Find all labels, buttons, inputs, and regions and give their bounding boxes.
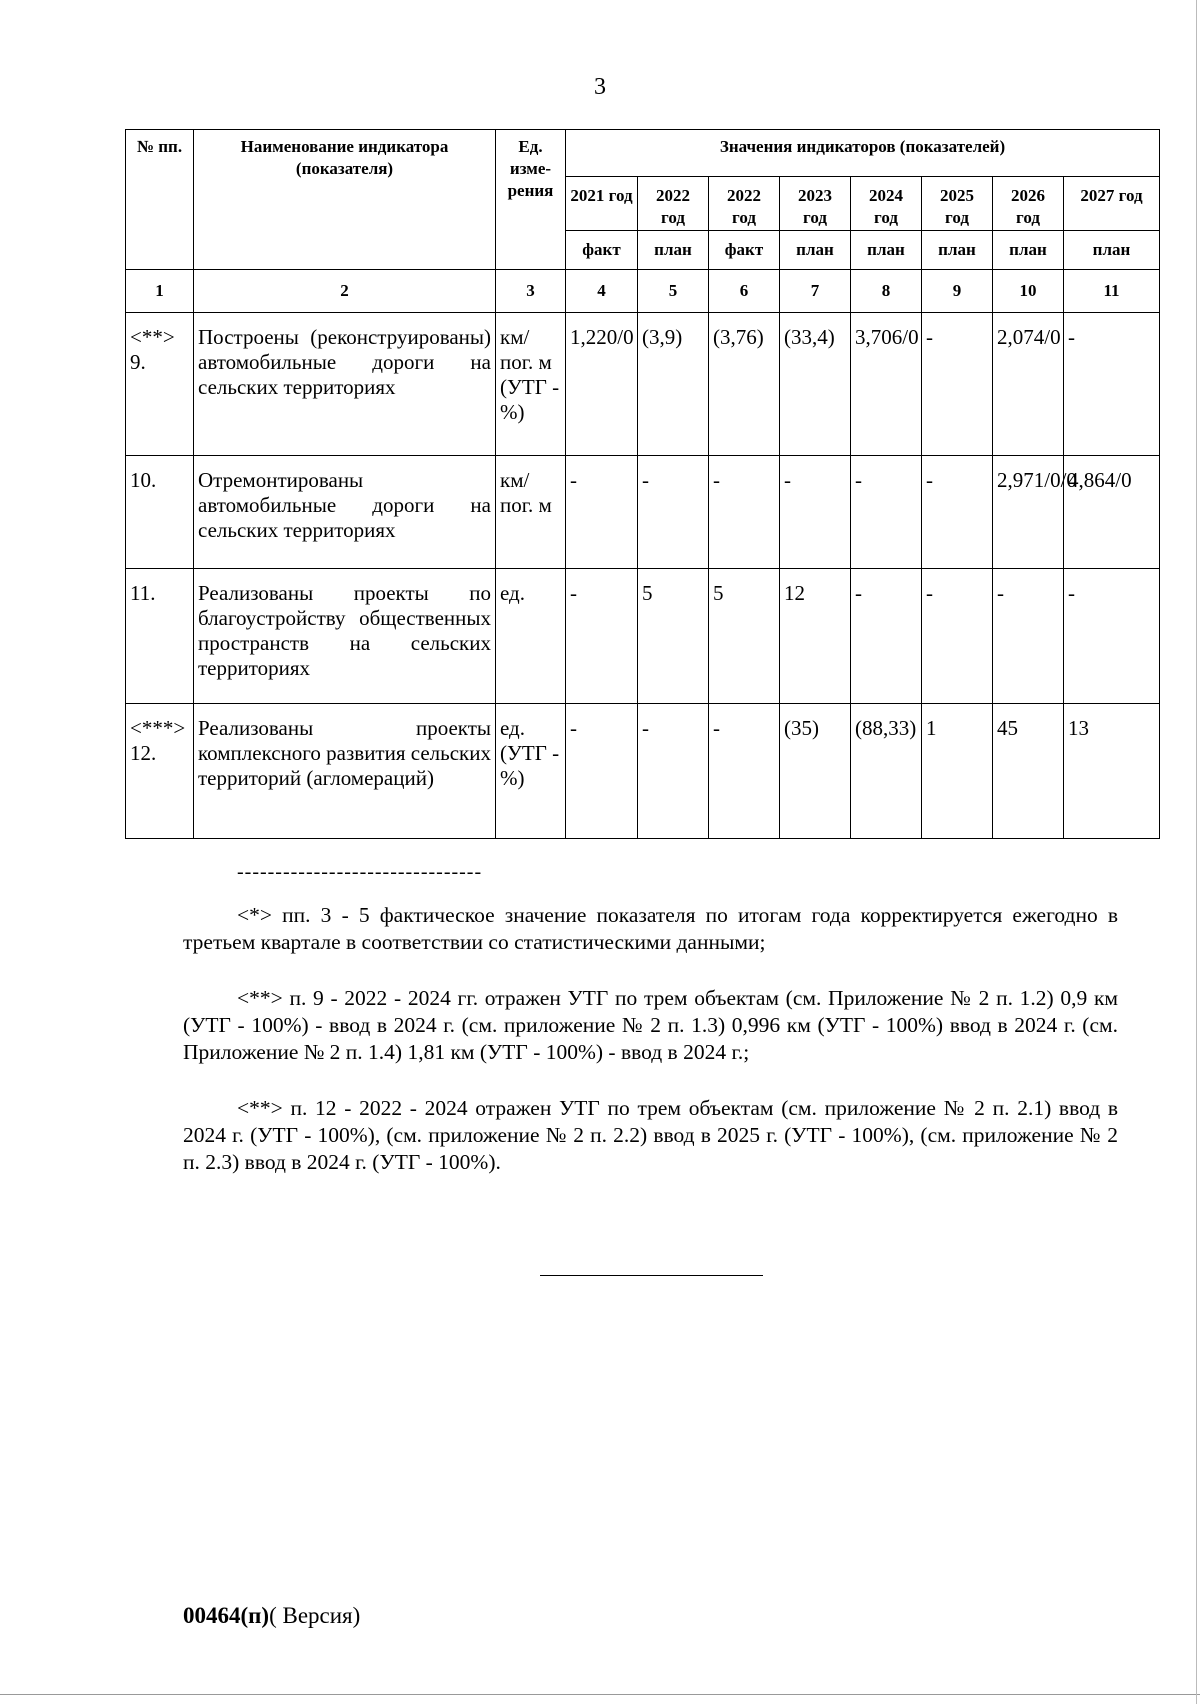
header-year: 2023 год: [780, 177, 851, 231]
footnote: <**> п. 9 - 2022 - 2024 гг. отражен УТГ по трем объектам (см. Приложение № 2 п. 1.2) 0,9 км (УТГ - 100%) - ввод в 2024 г. (см. приложение № 2 п. 1.3) 0,996 км (УТГ - 100%) ввод в 2024 г. (см. Приложение № 2 п. 1.4) 1,81 км (УТГ - 100%) - ввод в 2024 г.;: [183, 986, 1118, 1064]
header-year: 2027 год: [1064, 177, 1160, 231]
row-value: -: [780, 456, 851, 569]
header-kind: план: [993, 231, 1064, 270]
col-number: 5: [638, 270, 709, 313]
row-name: Реализованы проекты по благоустройству общественных пространств на сельских территориях: [194, 569, 496, 704]
col-number: 8: [851, 270, 922, 313]
end-divider: [540, 1275, 763, 1276]
row-name: Реализованы проекты комплексного развития сельских территорий (агломераций): [194, 704, 496, 839]
row-value: 4,864/0: [1064, 456, 1160, 569]
col-number: 2: [194, 270, 496, 313]
header-year: 2026 год: [993, 177, 1064, 231]
header-unit: Ед. изме-рения: [496, 130, 566, 270]
col-number: 7: [780, 270, 851, 313]
row-value: (3,9): [638, 313, 709, 456]
header-kind: факт: [709, 231, 780, 270]
row-unit: км/пог. м (УТГ - %): [496, 313, 566, 456]
row-value: (33,4): [780, 313, 851, 456]
col-number: 1: [126, 270, 194, 313]
row-value: 2,074/0: [993, 313, 1064, 456]
row-value: -: [566, 704, 638, 839]
row-value: -: [851, 569, 922, 704]
document-code: [183, 1603, 360, 1629]
header-year: 2021 год: [566, 177, 638, 231]
row-value: -: [1064, 313, 1160, 456]
scan-edge: [1196, 0, 1197, 1704]
table-row: [126, 569, 1160, 704]
page-number: 3: [594, 74, 606, 100]
row-unit: ед.: [496, 569, 566, 704]
row-value: (3,76): [709, 313, 780, 456]
indicators-table: [125, 129, 1160, 839]
row-num: 11.: [126, 569, 194, 704]
header-year: 2022 год: [638, 177, 709, 231]
row-unit: ед. (УТГ - %): [496, 704, 566, 839]
table-row: [126, 456, 1160, 569]
row-value: -: [638, 456, 709, 569]
header-num: № пп.: [126, 130, 194, 270]
table-row: [126, 704, 1160, 839]
footnote-separator: --------------------------------: [237, 861, 483, 883]
header-kind: план: [638, 231, 709, 270]
col-number: 3: [496, 270, 566, 313]
col-number: 10: [993, 270, 1064, 313]
row-value: -: [566, 569, 638, 704]
row-value: 1: [922, 704, 993, 839]
row-value: (88,33): [851, 704, 922, 839]
col-number: 9: [922, 270, 993, 313]
header-kind: факт: [566, 231, 638, 270]
row-name: Отремонтированы автомобильные дороги на сельских территориях: [194, 456, 496, 569]
row-value: -: [1064, 569, 1160, 704]
row-value: -: [566, 456, 638, 569]
row-num: 10.: [126, 456, 194, 569]
row-value: 12: [780, 569, 851, 704]
header-year: 2024 год: [851, 177, 922, 231]
row-value: 3,706/0: [851, 313, 922, 456]
row-num: <**> 9.: [126, 313, 194, 456]
row-value: 45: [993, 704, 1064, 839]
col-number: 11: [1064, 270, 1160, 313]
row-value: 1,220/0: [566, 313, 638, 456]
document-code-number: 00464(п): [183, 1603, 270, 1628]
row-unit: км/пог. м: [496, 456, 566, 569]
row-value: -: [922, 456, 993, 569]
row-num: <***> 12.: [126, 704, 194, 839]
row-value: -: [922, 313, 993, 456]
row-value: 5: [638, 569, 709, 704]
row-value: (35): [780, 704, 851, 839]
row-value: -: [638, 704, 709, 839]
header-values-group: Значения индикаторов (показателей): [566, 130, 1160, 177]
header-kind: план: [1064, 231, 1160, 270]
header-kind: план: [780, 231, 851, 270]
footnote: <**> п. 12 - 2022 - 2024 отражен УТГ по трем объектам (см. приложение № 2 п. 2.1) ввод в 2024 г. (УТГ - 100%), (см. приложение № 2 п. 2.2) ввод в 2025 г. (УТГ - 100%), (см. приложение № 2 п. 2.3) ввод в 2024 г. (УТГ - 100%).: [183, 1096, 1118, 1174]
table-row: [126, 313, 1160, 456]
row-value: -: [851, 456, 922, 569]
header-kind: план: [922, 231, 993, 270]
row-value: -: [709, 704, 780, 839]
row-value: 13: [1064, 704, 1160, 839]
col-number: 6: [709, 270, 780, 313]
header-name: Наименование индикатора (показателя): [194, 130, 496, 270]
row-value: 2,971/0/0: [993, 456, 1064, 569]
header-year: 2022 год: [709, 177, 780, 231]
row-value: -: [709, 456, 780, 569]
header-year: 2025 год: [922, 177, 993, 231]
row-name: Построены (реконструированы) автомобильные дороги на сельских территориях: [194, 313, 496, 456]
scan-edge: [0, 1694, 1200, 1705]
footnote: <*> пп. 3 - 5 фактическое значение показателя по итогам года корректируется ежегодно в третьем квартале в соответствии со статистическими данными;: [183, 903, 1118, 954]
row-value: -: [922, 569, 993, 704]
document-code-version: ( Версия): [269, 1603, 361, 1628]
header-kind: план: [851, 231, 922, 270]
col-number: 4: [566, 270, 638, 313]
row-value: 5: [709, 569, 780, 704]
row-value: -: [993, 569, 1064, 704]
